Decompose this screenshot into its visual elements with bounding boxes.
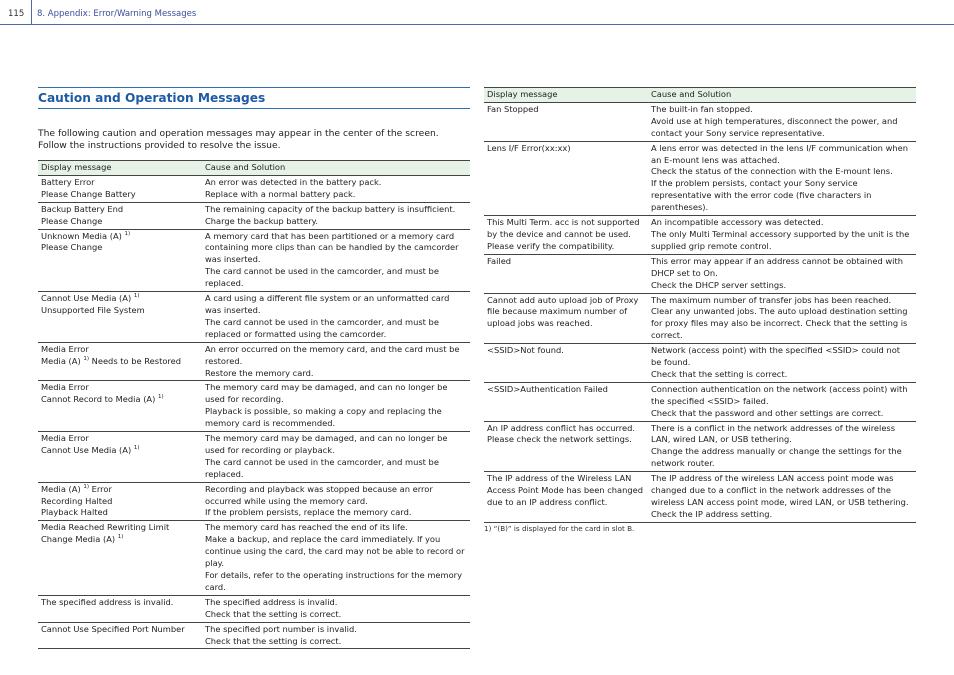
cause-cell bbox=[202, 432, 470, 483]
display-message-cell bbox=[484, 344, 648, 383]
display-message-line: Lens I/F Error(xx:xx) bbox=[487, 142, 571, 153]
page-number: 115 bbox=[8, 9, 25, 19]
cause-line: Check the DHCP server settings. bbox=[651, 279, 787, 290]
breadcrumb: 8. Appendix: Error/Warning Messages bbox=[37, 9, 197, 19]
table-row bbox=[38, 175, 470, 202]
cause-cell bbox=[648, 141, 916, 215]
display-message-cell bbox=[38, 175, 202, 202]
cause-line: Check that the password and other settings are correct. bbox=[651, 407, 884, 418]
display-message-cell bbox=[38, 202, 202, 229]
footnote-marker: 1) bbox=[133, 293, 140, 300]
cause-cell bbox=[202, 292, 470, 343]
table-header-row bbox=[38, 161, 470, 176]
cause-cell bbox=[202, 175, 470, 202]
column-header-cause: Cause and Solution bbox=[202, 161, 470, 176]
display-message-cell bbox=[484, 141, 648, 215]
display-message-line: <SSID>Authentication Failed bbox=[487, 383, 608, 394]
display-message-line: Cannot Use Specified Port Number bbox=[41, 623, 185, 634]
cause-line: The built-in fan stopped. bbox=[651, 103, 753, 114]
footnote-marker: 1) bbox=[157, 394, 164, 401]
cause-cell bbox=[648, 102, 916, 141]
display-message-cell bbox=[38, 381, 202, 432]
cause-line: The memory card may be damaged, and can no longer be used for recording or playback. bbox=[205, 433, 448, 455]
cause-line: The IP address of the wireless LAN access point mode was changed due to a conflict in the network addresses of the wireless LAN access point mode, wired LAN, or USB tethering. Check the IP address setting. bbox=[651, 473, 909, 519]
display-message-cell bbox=[38, 595, 202, 622]
display-message-line: Cannot add auto upload job of Proxy file because maximum number of upload jobs was reached. bbox=[487, 294, 639, 329]
cause-line: Restore the memory card. bbox=[205, 367, 314, 378]
cause-line: Playback is possible, so making a copy and replacing the memory card is recommended. bbox=[205, 406, 442, 429]
cause-cell bbox=[648, 382, 916, 421]
table-row bbox=[484, 382, 916, 421]
table-row bbox=[38, 202, 470, 229]
cause-line: The only Multi Terminal accessory supported by the unit is the supplied grip remote control. bbox=[651, 228, 910, 251]
cause-line: A lens error was detected in the lens I/F communication when an E-mount lens was attached. bbox=[651, 142, 908, 165]
column-header-cause: Cause and Solution bbox=[648, 88, 916, 103]
table-row bbox=[38, 381, 470, 432]
display-message-line: Cannot Record to Media (A) $^{1)}$ bbox=[41, 394, 164, 405]
page-header bbox=[0, 0, 954, 25]
cause-line: Charge the backup battery. bbox=[205, 215, 319, 226]
intro-text bbox=[38, 128, 470, 153]
cause-cell bbox=[202, 342, 470, 381]
display-message-cell bbox=[38, 482, 202, 521]
cause-cell bbox=[648, 293, 916, 344]
display-message-cell bbox=[484, 421, 648, 472]
cause-line: Network (access point) with the specified <SSID> could not be found. bbox=[651, 345, 901, 368]
display-message-cell bbox=[38, 342, 202, 381]
cause-cell bbox=[202, 202, 470, 229]
cause-line: If the problem persists, replace the memory card. bbox=[205, 507, 412, 518]
table-row bbox=[484, 216, 916, 255]
display-message-line: Battery Error bbox=[41, 176, 95, 187]
display-message-line: The specified address is invalid. bbox=[41, 596, 174, 607]
display-message-cell bbox=[38, 432, 202, 483]
cause-line: The maximum number of transfer jobs has been reached. Clear any unwanted jobs. The auto upload destination setting for proxy files may also be incorrect. Check that the setting is correct. bbox=[651, 294, 908, 341]
display-message-line: Unknown Media (A) $^{1)}$ bbox=[41, 230, 131, 241]
cause-cell bbox=[648, 344, 916, 383]
cause-line: There is a conflict in the network addresses of the wireless LAN, wired LAN, or USB tethering. bbox=[651, 422, 896, 445]
display-message-cell bbox=[484, 382, 648, 421]
display-message-line: Backup Battery End bbox=[41, 203, 124, 214]
display-message-line: Playback Halted bbox=[41, 507, 108, 518]
cause-line: The specified port number is invalid. bbox=[205, 623, 357, 634]
cause-line: The remaining capacity of the backup battery is insufficient. bbox=[205, 203, 456, 214]
table-row bbox=[484, 344, 916, 383]
table-row bbox=[38, 595, 470, 622]
display-message-line: Media (A) $^{1)}$ Needs to be Restored bbox=[41, 355, 182, 366]
cause-line: Make a backup, and replace the card immediately. If you continue using the card, the card may not be able to record or play. bbox=[205, 534, 465, 569]
column-header-display: Display message bbox=[38, 161, 202, 176]
display-message-cell bbox=[38, 521, 202, 595]
intro-line: Follow the instructions provided to resolve the issue. bbox=[38, 140, 281, 152]
cause-cell bbox=[202, 229, 470, 292]
cause-cell bbox=[202, 595, 470, 622]
table-header-row bbox=[484, 88, 916, 103]
table-row bbox=[38, 432, 470, 483]
display-message-cell bbox=[38, 622, 202, 649]
cause-line: Avoid use at high temperatures, disconnect the power, and contact your Sony service representative. bbox=[651, 115, 898, 138]
footnote-marker: 1) bbox=[133, 445, 140, 452]
cause-line: Check the status of the connection with the E-mount lens. bbox=[651, 166, 893, 177]
cause-cell bbox=[202, 622, 470, 649]
cause-line: This error may appear if an address cannot be obtained with DHCP set to On. bbox=[651, 255, 903, 278]
table-row bbox=[38, 229, 470, 292]
cause-line: An incompatible accessory was detected. bbox=[651, 217, 824, 228]
display-message-line: Please Change Battery bbox=[41, 188, 136, 199]
display-message-cell bbox=[484, 254, 648, 293]
cause-cell bbox=[202, 521, 470, 595]
display-message-line: Failed bbox=[487, 255, 512, 266]
cause-line: The card cannot be used in the camcorder, and must be replaced. bbox=[205, 266, 439, 289]
table-row bbox=[484, 102, 916, 141]
cause-line: Check that the setting is correct. bbox=[205, 608, 342, 619]
display-message-line: Media Error bbox=[41, 382, 89, 393]
display-message-line: Media Error bbox=[41, 343, 89, 354]
display-message-line: Media (A) $^{1)}$ Error bbox=[41, 483, 112, 494]
cause-line: Check that the setting is correct. bbox=[205, 635, 342, 646]
display-message-line: This Multi Term. acc is not supported by the device and cannot be used. Please verify the compatibility. bbox=[487, 217, 640, 251]
table-body bbox=[38, 175, 470, 649]
display-message-line: Please Change bbox=[41, 215, 103, 226]
display-message-line: Unsupported File System bbox=[41, 304, 145, 315]
table-row bbox=[484, 293, 916, 344]
cause-line: A card using a different file system or an unformatted card was inserted. bbox=[205, 293, 450, 315]
cause-line: Connection authentication on the network (access point) with the specified <SSID> failed. bbox=[651, 383, 908, 406]
table-row bbox=[484, 421, 916, 472]
header-divider bbox=[31, 0, 32, 25]
cause-line: The memory card may be damaged, and can no longer be used for recording. bbox=[205, 382, 448, 405]
table-row bbox=[484, 141, 916, 215]
intro-line: The following caution and operation messages may appear in the center of the screen. bbox=[38, 128, 439, 139]
cause-cell bbox=[648, 421, 916, 472]
footnote-marker: 1) bbox=[83, 483, 89, 490]
display-message-cell bbox=[484, 293, 648, 344]
display-message-cell bbox=[484, 216, 648, 255]
display-message-line: Media Reached Rewriting Limit bbox=[41, 522, 170, 533]
display-message-line: Please Change bbox=[41, 242, 103, 253]
cause-cell bbox=[202, 482, 470, 521]
column-header-display: Display message bbox=[484, 88, 648, 103]
cause-line: Recording and playback was stopped because an error occurred while using the memory card. bbox=[205, 483, 433, 506]
display-message-line: An IP address conflict has occurred. Please check the network settings. bbox=[487, 422, 636, 445]
footnote-marker: 1) bbox=[83, 355, 89, 362]
cause-line: For details, refer to the operating instructions for the memory card. bbox=[205, 570, 462, 592]
cause-line: The memory card has reached the end of its life. bbox=[205, 522, 408, 533]
cause-cell bbox=[648, 472, 916, 523]
messages-table-left bbox=[38, 160, 470, 649]
cause-line: An error was detected in the battery pack. bbox=[205, 176, 382, 187]
table-body bbox=[484, 102, 916, 522]
display-message-line: Change Media (A) $^{1)}$ bbox=[41, 534, 124, 545]
messages-table-right bbox=[484, 87, 916, 523]
table-row bbox=[38, 482, 470, 521]
display-message-line: Fan Stopped bbox=[487, 103, 539, 114]
cause-cell bbox=[648, 216, 916, 255]
display-message-line: <SSID>Not found. bbox=[487, 345, 564, 356]
cause-line: Check that the setting is correct. bbox=[651, 368, 788, 379]
display-message-line: Media Error bbox=[41, 433, 89, 444]
display-message-cell bbox=[38, 292, 202, 343]
display-message-line: Recording Halted bbox=[41, 495, 113, 506]
display-message-line: Cannot Use Media (A) $^{1)}$ bbox=[41, 293, 140, 304]
display-message-cell bbox=[484, 102, 648, 141]
cause-line: A memory card that has been partitioned or a memory card containing more clips than can be handled by the camcorder was inserted. bbox=[205, 230, 459, 265]
table-row bbox=[38, 521, 470, 595]
table-row bbox=[38, 342, 470, 381]
display-message-line: Cannot Use Media (A) $^{1)}$ bbox=[41, 444, 140, 455]
display-message-line: The IP address of the Wireless LAN Access Point Mode has been changed due to an IP address conflict. bbox=[487, 473, 643, 507]
cause-line: If the problem persists, contact your Sony service representative with the error code (five characters in parentheses). bbox=[651, 178, 872, 213]
cause-line: The card cannot be used in the camcorder, and must be replaced. bbox=[205, 456, 439, 479]
table-row bbox=[484, 472, 916, 523]
table-row bbox=[38, 292, 470, 343]
cause-line: Change the address manually or change the settings for the network router. bbox=[651, 446, 902, 469]
footnote-marker: 1) bbox=[117, 534, 124, 541]
display-message-cell bbox=[38, 229, 202, 292]
display-message-cell bbox=[484, 472, 648, 523]
table-row bbox=[484, 254, 916, 293]
cause-line: Replace with a normal battery pack. bbox=[205, 188, 356, 199]
cause-cell bbox=[202, 381, 470, 432]
section-title: Caution and Operation Messages bbox=[38, 87, 470, 109]
cause-line: The card cannot be used in the camcorder, and must be replaced or formatted using the camcorder. bbox=[205, 316, 439, 339]
footnote-marker: 1) bbox=[124, 230, 131, 237]
cause-line: The specified address is invalid. bbox=[205, 596, 338, 607]
footnote: 1) “(B)” is displayed for the card in slot B. bbox=[484, 524, 635, 533]
table-row bbox=[38, 622, 470, 649]
cause-cell bbox=[648, 254, 916, 293]
cause-line: An error occurred on the memory card, and the card must be restored. bbox=[205, 343, 460, 366]
